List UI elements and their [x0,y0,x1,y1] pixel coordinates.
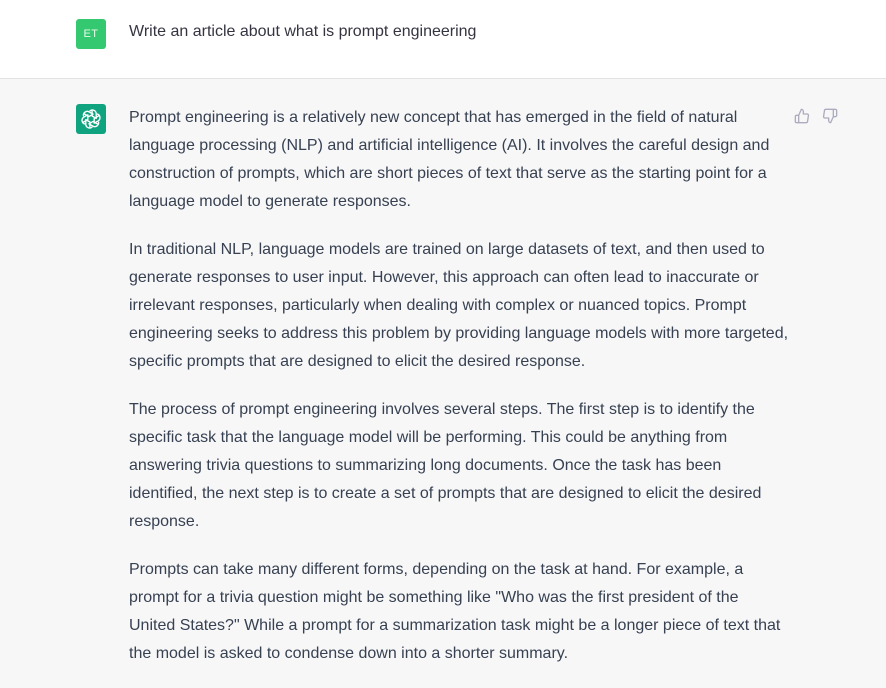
response-paragraph: Prompt engineering is a relatively new concept that has emerged in the field of natural language processing (NLP) and artificial intelligence (AI). It involves the careful design and construction of prompts, which are short pieces of text that serve as the starting point for a language model to generate responses. [129,109,770,210]
assistant-message-content [129,104,789,688]
user-message-row [0,0,886,79]
response-paragraph: In traditional NLP, language models are trained on large datasets of text, and then used to generate responses to user input. However, this approach can often lead to inaccurate or irrelevant responses, particularly when dealing with complex or nuanced topics. Prompt engineering seeks to address this problem by providing language models with more targeted, specific prompts that are designed to elicit the desired response. [129,241,789,370]
assistant-avatar [76,104,106,134]
thumbs-up-button[interactable] [793,107,811,125]
thumbs-up-icon [794,108,810,124]
user-avatar-initials: ET [83,28,99,40]
thumbs-down-button[interactable] [821,107,839,125]
user-message-text: Write an article about what is prompt engineering [129,23,477,40]
response-paragraph: The process of prompt engineering involves several steps. The first step is to identify the specific task that the language model will be performing. This could be anything from answering trivia questions to summarizing long documents. Once the task has been identified, the next step is to create a set of prompts that are designed to elicit the desired response. [129,401,762,530]
thumbs-down-icon [822,108,838,124]
response-paragraph: Prompts can take many different forms, depending on the task at hand. For example, a prompt for a trivia question might be something like "Who was the first president of the United States?" While a prompt for a summarization task might be a longer piece of text that the model is asked to condense down into a shorter summary. [129,561,781,662]
assistant-message-row [0,79,886,682]
user-avatar [76,19,106,49]
feedback-buttons [793,107,839,125]
openai-logo-icon [80,108,102,130]
